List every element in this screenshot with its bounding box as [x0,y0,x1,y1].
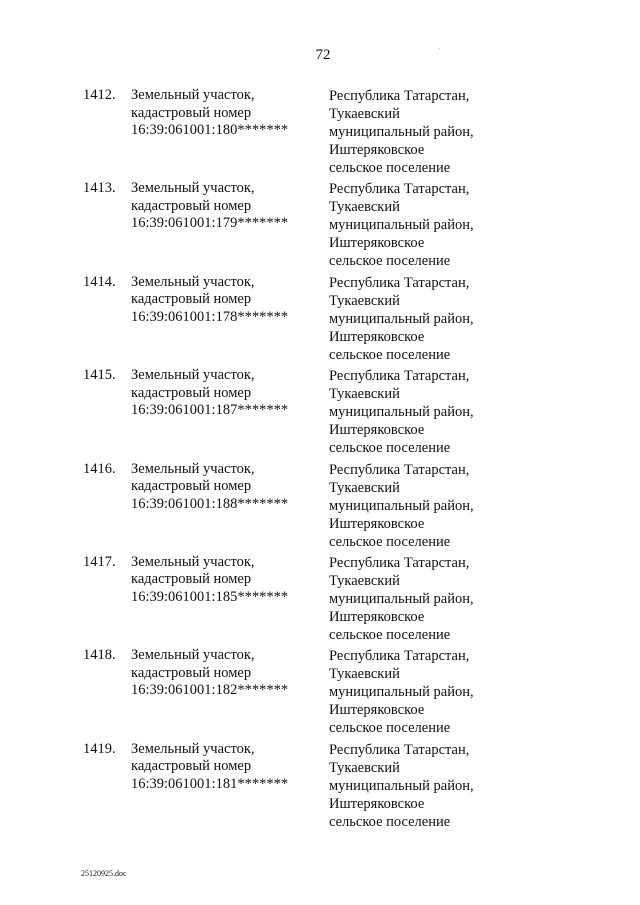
object-line: Земельный участок, [131,367,255,384]
location-line: Тукаевский [329,199,400,216]
object-line: кадастровый номер [131,664,252,681]
location-line: сельское поселение [329,533,451,550]
entry-location [329,741,529,831]
location-line: Тукаевский [329,666,400,683]
object-line: 16:39:061001:182******* [131,682,289,699]
object-line: 16:39:061001:181******* [131,775,289,792]
list-item [0,741,640,834]
page-number: 72 [315,47,331,63]
object-line: Земельный участок, [131,180,255,197]
location-line: Тукаевский [329,759,400,776]
object-line: 16:39:061001:188******* [131,495,289,512]
entry-location [329,87,529,177]
object-line: кадастровый номер [131,758,252,775]
location-line: сельское поселение [329,720,451,737]
location-line: Тукаевский [329,479,400,496]
location-line: Иштеряковское [329,235,425,252]
entry-object [131,554,316,607]
entry-number: 1415. [83,367,116,384]
object-line: кадастровый номер [131,104,252,121]
location-line: Тукаевский [329,386,400,403]
location-line: Республика Татарстан, [329,741,470,758]
object-line: 16:39:061001:187******* [131,402,289,419]
location-line: сельское поселение [329,346,451,363]
location-line: Тукаевский [329,572,400,589]
location-line: муниципальный район, [329,777,474,794]
entry-object [131,647,316,700]
entry-object [131,274,316,327]
entries-list [0,87,640,834]
entry-object [131,367,316,420]
entry-location [329,554,529,644]
object-line: 16:39:061001:178******* [131,308,289,325]
object-line: кадастровый номер [131,291,252,308]
location-line: муниципальный район, [329,404,474,421]
entry-number: 1416. [83,460,116,477]
entry-location [329,647,529,737]
object-line: Земельный участок, [131,647,255,664]
list-item [0,180,640,273]
location-line: муниципальный район, [329,684,474,701]
list-item [0,554,640,647]
location-line: сельское поселение [329,160,451,176]
object-line: 16:39:061001:185******* [131,588,289,605]
location-line: Республика Татарстан, [329,274,470,291]
object-line: Земельный участок, [131,460,255,477]
location-line: Иштеряковское [329,608,425,625]
location-line: Республика Татарстан, [329,554,470,571]
location-line: Тукаевский [329,292,400,309]
location-line: Республика Татарстан, [329,461,470,478]
entry-number: 1419. [83,740,116,757]
entry-number: 1414. [83,273,116,290]
footer-doc-code: 25120925.doc [81,869,127,878]
location-line: муниципальный район, [329,124,474,140]
list-item [0,367,640,460]
object-line: кадастровый номер [131,384,252,401]
location-line: Иштеряковское [329,142,425,158]
entry-number: 1413. [83,180,116,197]
entry-object [131,180,316,233]
entry-number: 1412. [83,87,116,103]
location-line: сельское поселение [329,813,451,830]
object-line: 16:39:061001:179******* [131,215,289,232]
location-line: Республика Татарстан, [329,88,470,104]
location-line: сельское поселение [329,440,451,457]
location-line: Тукаевский [329,106,400,122]
entry-object [131,461,316,514]
object-line: кадастровый номер [131,197,252,214]
list-item [0,461,640,554]
location-line: Иштеряковское [329,422,425,439]
entry-location [329,180,529,270]
location-line: Республика Татарстан, [329,648,470,665]
entry-number: 1417. [83,553,116,570]
list-item [0,647,640,740]
scan-speck [439,48,440,49]
location-line: муниципальный район, [329,310,474,327]
list-item [0,274,640,367]
object-line: Земельный участок, [131,740,255,757]
entry-location [329,461,529,551]
location-line: Республика Татарстан, [329,368,470,385]
location-line: муниципальный район, [329,497,474,514]
object-line: 16:39:061001:180******* [131,122,289,138]
object-line: Земельный участок, [131,87,255,103]
entry-location [329,367,529,457]
location-line: Иштеряковское [329,515,425,532]
object-line: Земельный участок, [131,273,255,290]
object-line: кадастровый номер [131,478,252,495]
object-line: Земельный участок, [131,553,255,570]
location-line: Иштеряковское [329,795,425,812]
location-line: муниципальный район, [329,590,474,607]
location-line: Иштеряковское [329,702,425,719]
object-line: кадастровый номер [131,571,252,588]
location-line: Республика Татарстан, [329,181,470,198]
entry-object [131,87,316,140]
location-line: сельское поселение [329,253,451,270]
location-line: Иштеряковское [329,328,425,345]
entry-number: 1418. [83,647,116,664]
entry-location [329,274,529,364]
location-line: сельское поселение [329,626,451,643]
location-line: муниципальный район, [329,217,474,234]
list-item [0,87,640,180]
entry-object [131,741,316,794]
